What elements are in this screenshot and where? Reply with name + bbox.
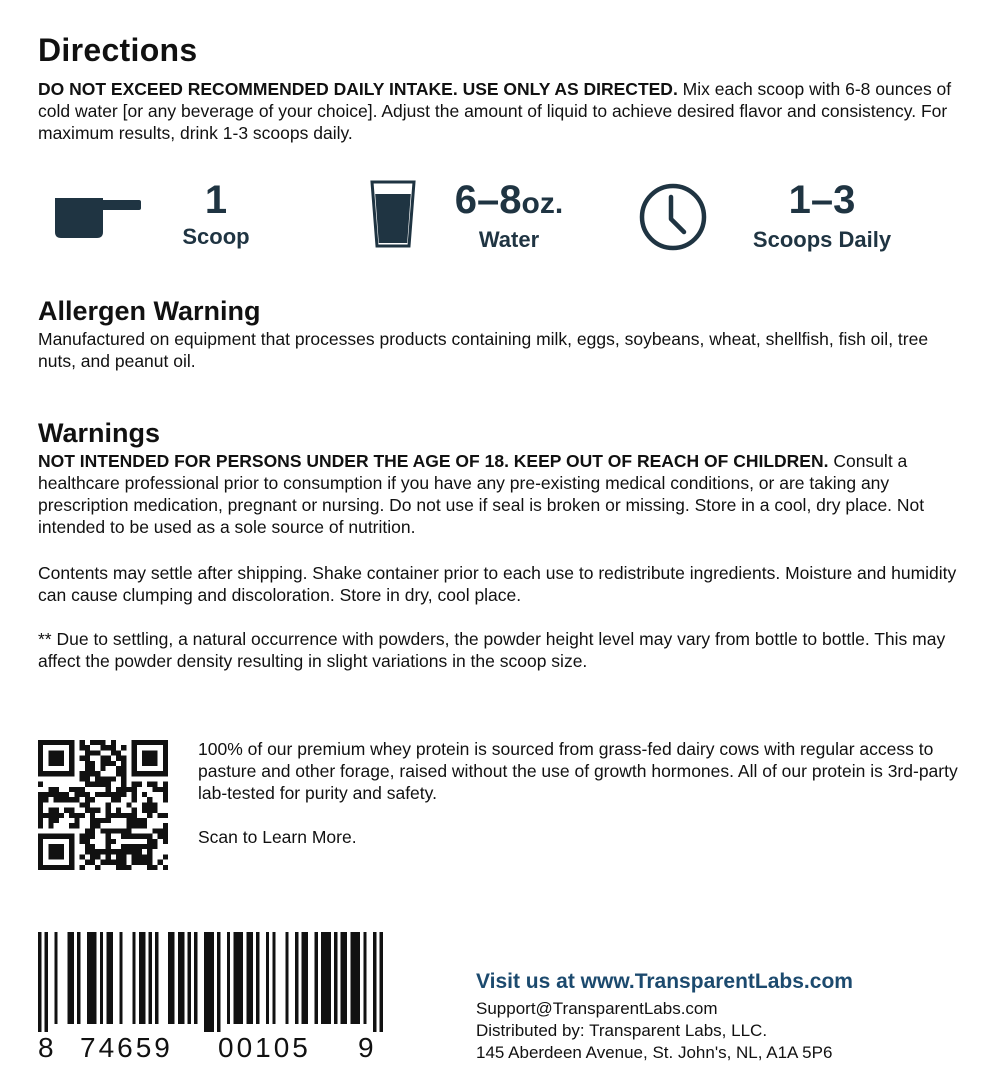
daily-count: 1–3 xyxy=(788,178,856,222)
scan-prompt-text: Scan to Learn More. xyxy=(198,827,357,847)
address-text: 145 Aberdeen Avenue, St. John's, NL, A1A 5P6 xyxy=(476,1043,833,1062)
powder-note-text: ** Due to settling, a natural occurrence with powders, the powder height level may vary from bottle to bottle. This may affect the powder density resulting in slight variations in the scoop size. xyxy=(38,629,946,671)
website-link[interactable]: Visit us at www.TransparentLabs.com xyxy=(476,970,853,993)
distributor-text: Distributed by: Transparent Labs, LLC. xyxy=(476,1021,768,1040)
warnings-text xyxy=(38,450,968,538)
directions-body-text: Mix each scoop with 6-8 ounces of cold water [or any beverage of your choice]. Adjust the amount of liquid to achieve desired flavor and consistency. For maximum results, drink 1-3 scoops daily. xyxy=(38,79,952,143)
barcode-digit-last: 9 xyxy=(358,1032,374,1063)
warnings-bold-text: NOT INTENDED FOR PERSONS UNDER THE AGE OF 18. KEEP OUT OF REACH OF CHILDREN. xyxy=(38,451,829,471)
directions-text xyxy=(38,78,968,144)
scoop-label: Scoop xyxy=(182,224,250,249)
allergen-text: Manufactured on equipment that processes products containing milk, eggs, soybeans, wheat, shellfish, fish oil, tree nuts, and peanut oil. xyxy=(38,329,929,371)
water-amount xyxy=(434,178,584,226)
scoop-count: 1 xyxy=(204,178,228,222)
serving-info-row xyxy=(0,170,1000,270)
water-value: 6–8 xyxy=(454,178,522,222)
allergen-heading: Allergen Warning xyxy=(38,296,261,326)
qr-code-icon[interactable] xyxy=(38,740,168,870)
scoop-icon xyxy=(55,196,141,240)
directions-bold-text: DO NOT EXCEED RECOMMENDED DAILY INTAKE. USE ONLY AS DIRECTED. xyxy=(38,79,678,99)
barcode-number xyxy=(38,1032,383,1068)
support-email[interactable]: Support@TransparentLabs.com xyxy=(476,999,718,1018)
water-unit: oz. xyxy=(521,187,564,220)
barcode-icon xyxy=(38,932,383,1032)
whey-sourcing-text: 100% of our premium whey protein is sourced from grass-fed dairy cows with regular access to pasture and other forage, raised without the use of growth hormones. All of our protein is 3rd-party lab-tested for purity and safety. xyxy=(198,739,958,803)
barcode-digits-right: 00105 xyxy=(218,1032,311,1063)
warnings-body-text: Consult a healthcare professional prior to consumption if you have any pre-existing medical conditions, or are taking any prescription medication, pregnant or nursing. Do not use if seal is broken or missing. Store in a cool, dry place. Not intended to be used as a sole source of nutrition. xyxy=(38,451,925,537)
clock-icon xyxy=(638,182,708,252)
glass-icon xyxy=(370,180,416,248)
warnings-heading: Warnings xyxy=(38,418,161,448)
directions-heading: Directions xyxy=(38,32,198,68)
barcode-digit-first: 8 xyxy=(38,1032,54,1063)
settling-text: Contents may settle after shipping. Shake container prior to each use to redistribute ingredients. Moisture and humidity can cause clumping and discoloration. Store in dry, cool place. xyxy=(38,563,957,605)
barcode-digits-left: 74659 xyxy=(80,1032,173,1063)
water-label: Water xyxy=(478,227,540,252)
daily-label: Scoops Daily xyxy=(752,227,892,252)
